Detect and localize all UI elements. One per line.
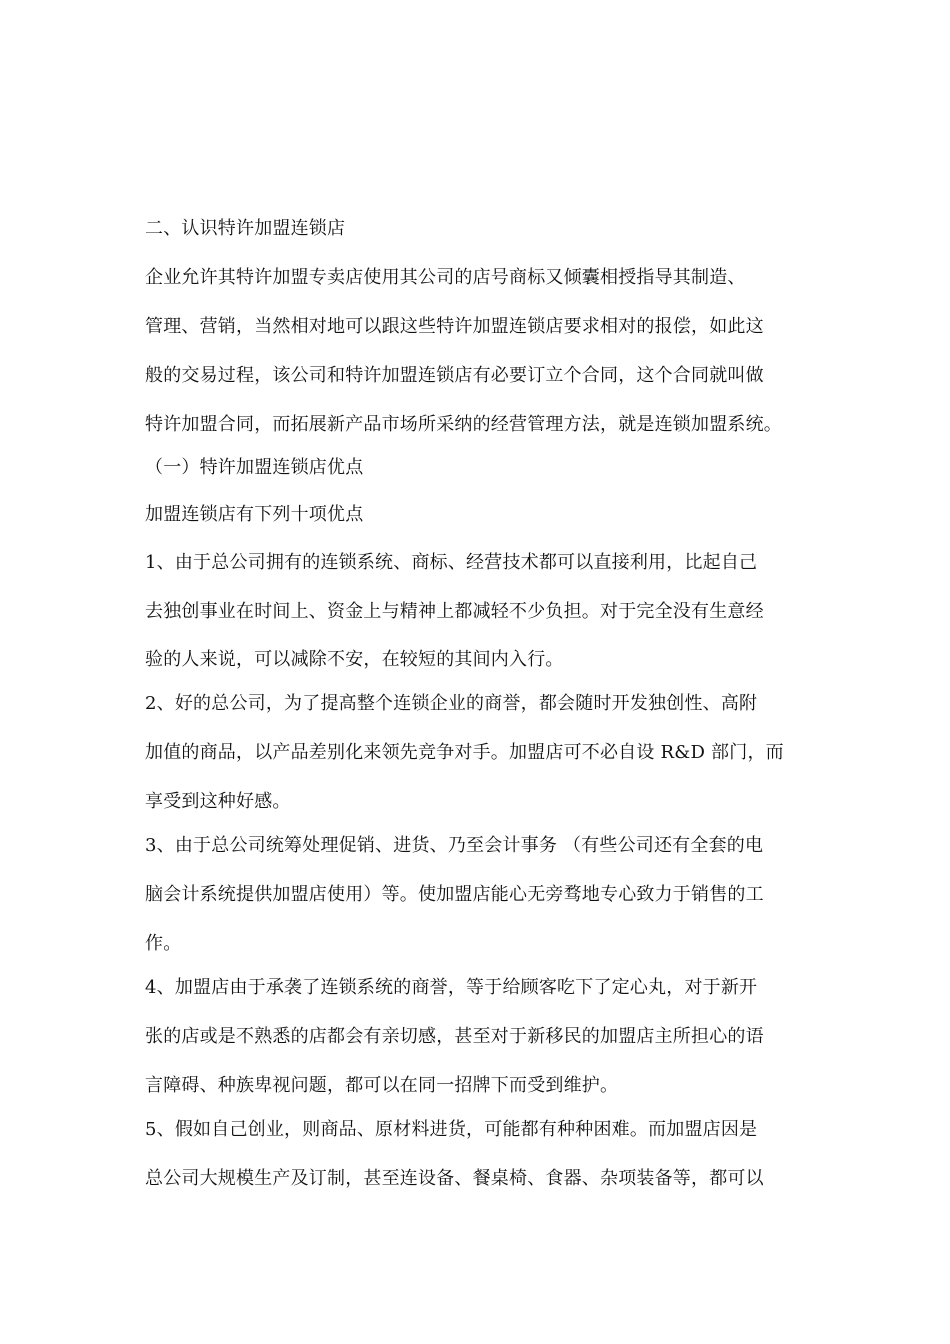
list-item-line: 5、假如自己创业，则商品、原材料进货，可能都有种种困难。而加盟店因是 <box>145 1119 758 1140</box>
list-item-line: 去独创事业在时间上、资金上与精神上都减轻不少负担。对于完全没有生意经 <box>145 601 764 622</box>
list-item-line: 1、由于总公司拥有的连锁系统、商标、经营技术都可以直接利用，比起自己 <box>145 552 758 573</box>
list-item-line: 言障碍、种族卑视问题，都可以在同一招牌下而受到维护。 <box>145 1075 619 1096</box>
list-item-line: 张的店或是不熟悉的店都会有亲切感，甚至对于新移民的加盟店主所担心的语 <box>145 1026 764 1047</box>
list-item-line: 4、加盟店由于承袭了连锁系统的商誉，等于给顾客吃下了定心丸，对于新开 <box>145 977 758 998</box>
paragraph-line: 般的交易过程，该公司和特许加盟连锁店有必要订立个合同，这个合同就叫做 <box>145 365 764 386</box>
paragraph-line: 加盟连锁店有下列十项优点 <box>145 504 364 525</box>
paragraph-line: 企业允许其特许加盟专卖店使用其公司的店号商标又倾囊相授指导其制造、 <box>145 267 746 288</box>
list-item-line: 3、由于总公司统筹处理促销、进货、乃至会计事务 （有些公司还有全套的电 <box>145 835 764 856</box>
list-item-line: 验的人来说，可以减除不安，在较短的其间内入行。 <box>145 649 564 670</box>
list-item-line: 作。 <box>145 933 182 954</box>
list-item-line: 总公司大规模生产及订制，甚至连设备、餐桌椅、食器、杂项装备等，都可以 <box>145 1168 764 1189</box>
subsection-heading: （一）特许加盟连锁店优点 <box>145 457 364 478</box>
section-heading: 二、认识特许加盟连锁店 <box>145 218 346 239</box>
paragraph-line: 特许加盟合同，而拓展新产品市场所采纳的经营管理方法，就是连锁加盟系统。 <box>145 414 782 435</box>
list-item-line: 享受到这种好感。 <box>145 791 291 812</box>
list-item-line: 脑会计系统提供加盟店使用）等。使加盟店能心无旁骛地专心致力于销售的工 <box>145 884 764 905</box>
list-item-line: 加值的商品，以产品差别化来领先竞争对手。加盟店可不必自设 R&D 部门，而 <box>145 742 784 763</box>
list-item-line: 2、好的总公司，为了提高整个连锁企业的商誉，都会随时开发独创性、高附 <box>145 693 758 714</box>
paragraph-line: 管理、营销，当然相对地可以跟这些特许加盟连锁店要求相对的报偿，如此这 <box>145 316 764 337</box>
